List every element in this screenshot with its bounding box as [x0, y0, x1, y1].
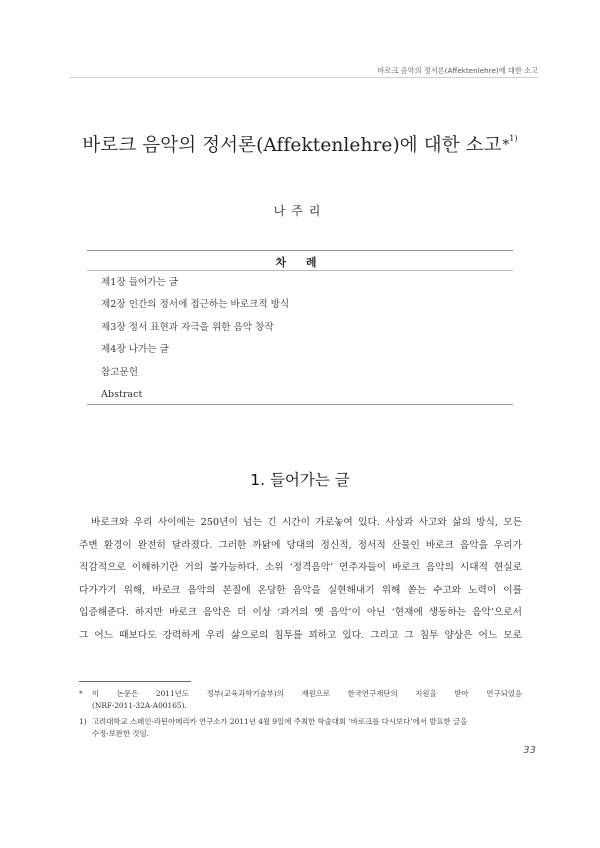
toc-item[interactable]: 제4장 나가는 글 — [101, 344, 169, 356]
footnote-line: 수정·보완한 것임. — [92, 729, 150, 738]
running-head: 바로크 음악의 정서론(Affektenlehre)에 대한 소고 — [377, 66, 538, 75]
footnote-line: (NRF-2011-32A-A00165). — [92, 701, 187, 710]
toc-item[interactable]: 제2장 인간의 정서에 접근하는 바로크적 방식 — [101, 299, 290, 311]
toc-item[interactable]: 참고문헌 — [101, 366, 139, 378]
body-line: 바로크와 우리 사이에는 250년이 넘는 긴 시간이 가로놓여 있다. 사상과 사고와 삶의 방식, 모든 — [91, 517, 522, 528]
body-line: 주변 환경이 완전히 달라졌다. 그러한 까닭에 당대의 정신적, 정서적 산물인 바로크 음악을 우리가 — [79, 539, 522, 551]
toc-bottom-divider — [87, 404, 513, 405]
footnote-1 — [79, 716, 522, 740]
footnote-mark: * — [79, 689, 83, 698]
footnote-mark: 1) — [79, 717, 87, 726]
body-paragraph — [79, 512, 522, 648]
footnote-ref-1[interactable]: 1) — [509, 133, 518, 143]
toc-item[interactable]: Abstract — [101, 388, 143, 400]
author-name: 나주리 — [273, 204, 327, 218]
footnotes — [79, 688, 522, 740]
body-line: 입증해준다. 하지만 바로크 음악은 더 이상 ‘과거의 옛 음악’이 아닌 ‘현재에 생동하는 음악’으로서 — [79, 607, 522, 619]
funding-note-mark[interactable]: * — [502, 138, 510, 153]
footnote-funding — [79, 688, 522, 712]
toc-heading-divider — [87, 270, 513, 271]
table-of-contents — [101, 272, 289, 406]
toc-item[interactable]: 제1장 들어가는 글 — [101, 277, 179, 288]
paper-title — [0, 131, 600, 157]
body-line: 다가가기 위해, 바로크 음악의 본질에 온당한 음악을 실현해내기 위해 쏟는 수고와 노력이 이를 — [79, 584, 522, 596]
toc-heading: 차 례 — [275, 256, 325, 269]
paper-title-text: 바로크 음악의 정서론(Affektenlehre)에 대한 소고 — [82, 135, 502, 156]
body-line: 직감적으로 이해하기란 거의 불가능하다. 소위 ‘정격음악’ 연주자들이 바로크 음악의 시대적 현실로 — [79, 562, 522, 574]
footnote-line: 고려대학교 스페인·라틴아메리카 연구소가 2011년 4월 9일에 주최한 학술대회 ‘바로크를 다시보다’에서 발표한 글을 — [92, 717, 468, 726]
header-divider — [70, 77, 538, 78]
toc-item[interactable]: 제3장 정서 표현과 자극을 위한 음악 창작 — [101, 321, 274, 333]
footnote-divider — [79, 681, 191, 682]
section-heading: 1. 들어가는 글 — [250, 471, 350, 489]
toc-top-divider — [87, 250, 513, 251]
page-number: 33 — [523, 745, 536, 756]
footnote-line: 이 논문은 2011년도 정부(교육과학기술부)의 재원으로 한국연구재단의 지원을 받아 연구되었음 — [92, 689, 522, 698]
body-line: 그 어느 때보다도 강력하게 우리 삶으로의 침투를 꾀하고 있다. 그리고 그 침투 양상은 어느 모로 — [79, 629, 522, 641]
